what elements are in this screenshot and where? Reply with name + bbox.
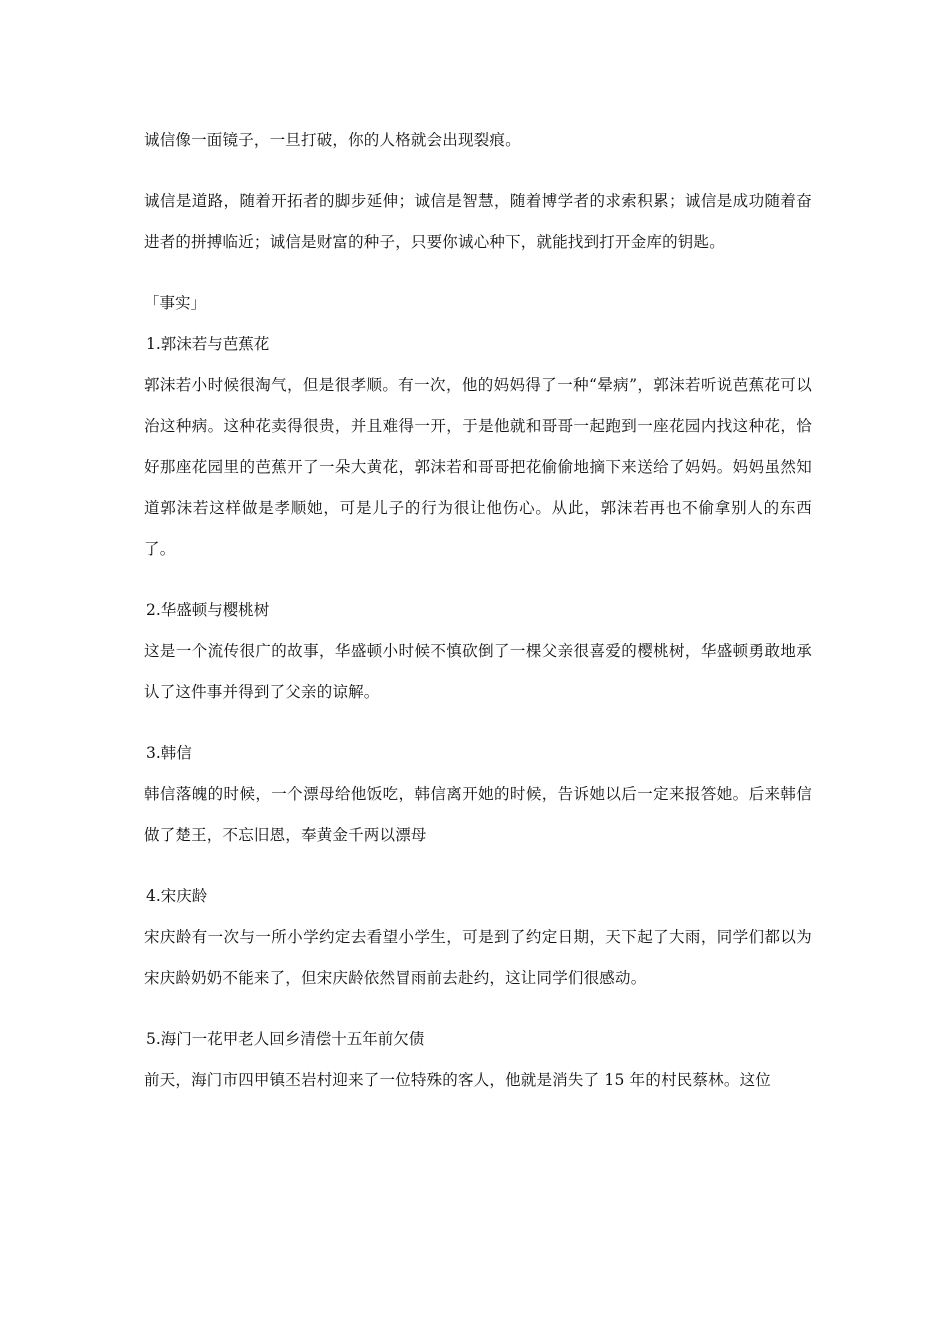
intro-paragraph-1: 诚信像一面镜子，一旦打破，你的人格就会出现裂痕。 <box>144 131 521 149</box>
intro-paragraph-2: 诚信是道路，随着开拓者的脚步延伸；诚信是智慧，随着博学者的求索积累；诚信是成功随着奋进者的拼搏临近；诚信是财富的种子，只要你诚心种下，就能找到打开金库的钥匙。 <box>144 192 812 251</box>
fact-title-4: 4.宋庆龄 <box>146 887 208 905</box>
fact-title-5: 5.海门一花甲老人回乡清偿十五年前欠债 <box>146 1030 425 1048</box>
fact-body-1: 郭沫若小时候很淘气，但是很孝顺。有一次，他的妈妈得了一种“晕病”，郭沫若听说芭蕉花可以治这种病。这种花卖得很贵，并且难得一开，于是他就和哥哥一起跑到一座花园内找这种花，恰好那座花园里的芭蕉开了一朵大黄花，郭沫若和哥哥把花偷偷地摘下来送给了妈妈。妈妈虽然知道郭沫若这样做是孝顺她，可是儿子的行为很让他伤心。从此，郭沫若再也不偷拿别人的东西了。 <box>144 376 812 558</box>
fact-body-3: 韩信落魄的时候，一个漂母给他饭吃，韩信离开她的时候，告诉她以后一定来报答她。后来韩信做了楚王，不忘旧恩，奉黄金千两以漂母 <box>144 785 812 844</box>
document-body <box>144 120 812 1101</box>
fact-body-2: 这是一个流传很广的故事，华盛顿小时候不慎砍倒了一棵父亲很喜爱的樱桃树，华盛顿勇敢地承认了这件事并得到了父亲的谅解。 <box>144 642 812 701</box>
fact-body-4: 宋庆龄有一次与一所小学约定去看望小学生，可是到了约定日期，天下起了大雨，同学们都以为宋庆龄奶奶不能来了，但宋庆龄依然冒雨前去赴约，这让同学们很感动。 <box>144 928 812 987</box>
section-heading: 「事实」 <box>144 294 207 312</box>
fact-title-1: 1.郭沫若与芭蕉花 <box>146 335 270 353</box>
fact-title-3: 3.韩信 <box>146 744 192 762</box>
fact-body-5: 前天，海门市四甲镇丕岩村迎来了一位特殊的客人，他就是消失了 15 年的村民蔡林。这位 <box>144 1071 771 1089</box>
fact-title-2: 2.华盛顿与樱桃树 <box>146 601 270 619</box>
